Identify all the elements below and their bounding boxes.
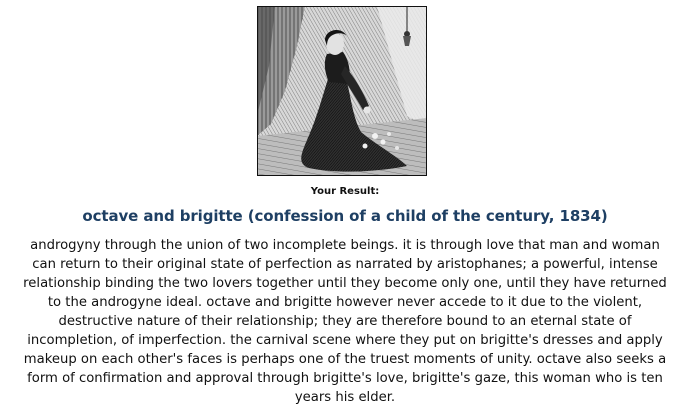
result-title: octave and brigitte (confession of a child of the century, 1834) <box>82 207 608 225</box>
result-illustration <box>257 6 427 176</box>
result-label: Your Result: <box>310 186 380 197</box>
result-description: androgyny through the union of two incomplete beings. it is through love that man and woman can return to their original state of perfection as narrated by aristophanes; a powerful, intense relationship binding the two lovers together until they become only one, until they have returned to the androgyne ideal. octave and brigitte however never accede to it due to the violent, destructive nature of their relationship; they are therefore bound to an eternal state of incompletion, of imperfection. the carnival scene where they put on brigitte's dresses and apply makeup on each other's faces is perhaps one of the truest moments of unity. octave also seeks a form of confirmation and approval through brigitte's love, brigitte's gaze, this woman who is ten years his elder. <box>23 238 667 405</box>
